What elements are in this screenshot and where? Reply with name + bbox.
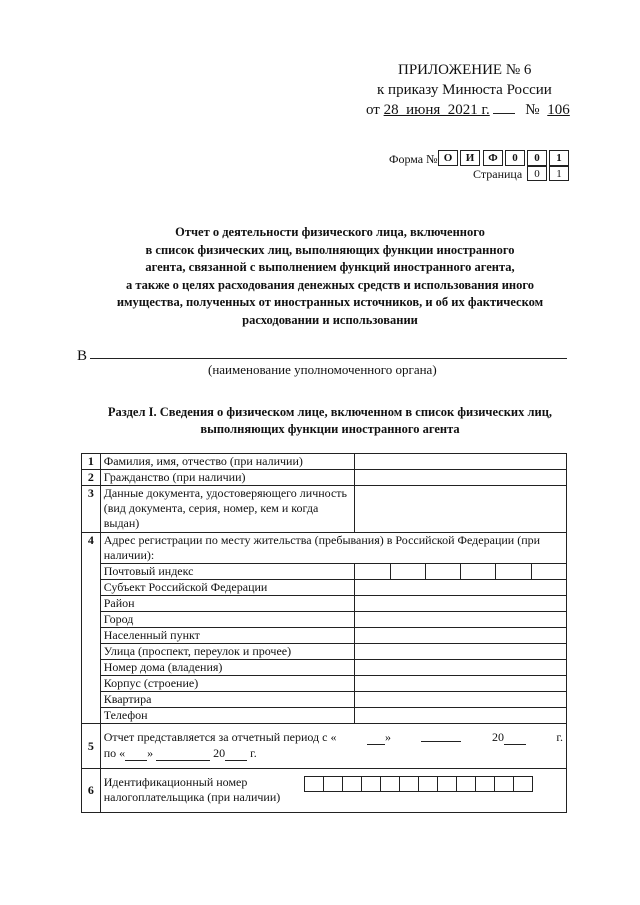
inn-field[interactable] [304, 776, 533, 792]
address-row [82, 692, 567, 708]
phone-field[interactable] [355, 708, 567, 724]
row-number: 4 [82, 533, 101, 724]
apartment-field[interactable] [355, 692, 567, 708]
form-code-cell: 0 [505, 150, 525, 166]
table-row [82, 486, 567, 533]
period-start-day-field[interactable] [367, 732, 385, 745]
inn-row [100, 769, 566, 813]
full-name-field[interactable] [355, 454, 567, 470]
order-date-line [366, 99, 570, 120]
row-label-citizenship: Гражданство (при наличии) [100, 470, 355, 486]
number-prefix: № [525, 102, 540, 118]
order-number: 106 [547, 102, 570, 118]
city-field[interactable] [355, 612, 567, 628]
form-code-label: Форма № [389, 152, 438, 166]
address-label-house: Номер дома (владения) [100, 660, 355, 676]
table-row [82, 533, 567, 564]
address-row [82, 564, 567, 580]
form-code-cell: И [460, 150, 480, 166]
row-number: 1 [82, 454, 101, 470]
table-row [82, 454, 567, 470]
address-label-apartment: Квартира [100, 692, 355, 708]
form-code-cell: О [438, 150, 458, 166]
address-row [82, 596, 567, 612]
row-number: 2 [82, 470, 101, 486]
report-title: Отчет о деятельности физического лица, включенного в список физических лиц, выполняющих функции иностранного агента, связанной с выполнением функций иностранного агента, а также о целях расходования денежных средств и использования иного имущества, полученных от иностранных источников, и об их фактическом расходовании и использовании [116, 225, 544, 327]
address-row [82, 580, 567, 596]
locality-field[interactable] [355, 628, 567, 644]
building-field[interactable] [355, 676, 567, 692]
region-field[interactable] [355, 580, 567, 596]
address-label-street: Улица (проспект, переулок и прочее) [100, 644, 355, 660]
order-reference: к приказу Минюста России [377, 82, 552, 98]
appendix-title: ПРИЛОЖЕНИЕ № 6 [398, 62, 532, 78]
row-number: 6 [82, 769, 101, 813]
district-field[interactable] [355, 596, 567, 612]
address-row [82, 676, 567, 692]
page-cell: 0 [527, 166, 547, 181]
house-field[interactable] [355, 660, 567, 676]
identity-document-field[interactable] [355, 486, 567, 533]
table-row [82, 470, 567, 486]
address-row [82, 660, 567, 676]
row-number: 5 [82, 724, 101, 769]
address-label-locality: Населенный пункт [100, 628, 355, 644]
citizenship-field[interactable] [355, 470, 567, 486]
table-row [82, 724, 567, 769]
recipient-prefix: В [77, 348, 88, 364]
address-label-region: Субъект Российской Федерации [100, 580, 355, 596]
address-row [82, 628, 567, 644]
order-date: 28 июня 2021 г. [383, 102, 490, 118]
period-start-year-field[interactable] [504, 732, 526, 745]
address-row [82, 644, 567, 660]
address-label-building: Корпус (строение) [100, 676, 355, 692]
page-label: Страница [473, 167, 523, 181]
row-label-full-name: Фамилия, имя, отчество (при наличии) [100, 454, 355, 470]
period-end-year-field[interactable] [225, 748, 247, 761]
section-heading: Раздел I. Сведения о физическом лице, включенном в список физических лиц, выполняющих функции иностранного агента [107, 405, 553, 436]
period-end-month-field[interactable] [156, 748, 210, 761]
postcode-field[interactable] [355, 564, 567, 580]
table-row [82, 769, 567, 813]
reporting-period: Отчет представляется за отчетный период с « » 20 г. по « » 20 г. [100, 724, 566, 769]
street-field[interactable] [355, 644, 567, 660]
form-code-cell: 1 [549, 150, 569, 166]
period-end-day-field[interactable] [125, 748, 147, 761]
recipient-caption: (наименование уполномоченного органа) [208, 362, 437, 377]
info-table [81, 453, 567, 813]
row-label-identity-document: Данные документа, удостоверяющего личность (вид документа, серия, номер, кем и когда выдан) [100, 486, 355, 533]
row-label-address: Адрес регистрации по месту жительства (пребывания) в Российской Федерации (при наличии): [100, 533, 566, 564]
address-label-postcode: Почтовый индекс [100, 564, 355, 580]
row-label-inn: Идентификационный номер налогоплательщика (при наличии) [103, 775, 281, 804]
address-row [82, 708, 567, 724]
address-row [82, 612, 567, 628]
row-number: 3 [82, 486, 101, 533]
address-label-city: Город [100, 612, 355, 628]
period-start-month-field[interactable] [421, 729, 461, 742]
address-label-district: Район [100, 596, 355, 612]
form-code-cell: Ф [483, 150, 503, 166]
form-code-cell: 0 [527, 150, 547, 166]
page-cell: 1 [549, 166, 569, 181]
recipient-line[interactable] [90, 358, 567, 359]
address-label-phone: Телефон [100, 708, 355, 724]
date-prefix: от [366, 102, 380, 118]
